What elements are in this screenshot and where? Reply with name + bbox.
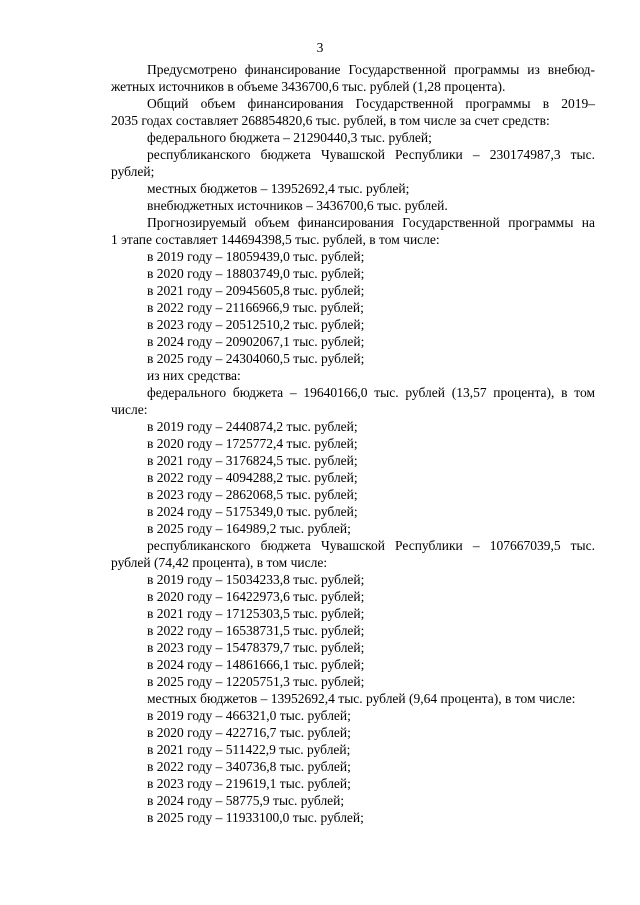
list-item: в 2019 году – 15034233,8 тыс. рублей; [147,572,365,587]
list-item: в 2020 году – 1725772,4 тыс. рублей; [147,436,358,451]
page-number: 3 [316,40,324,55]
list-item: в 2021 году – 3176824,5 тыс. рублей; [147,453,358,468]
list-item: в 2023 году – 15478379,7 тыс. рублей; [147,640,365,655]
paragraph-line: федерального бюджета – 19640166,0 тыс. рублей (13,57 процента), в том [147,385,595,400]
list-item: в 2024 году – 58775,9 тыс. рублей; [147,793,345,808]
list-item: в 2025 году – 24304060,5 тыс. рублей; [147,351,365,366]
paragraph-line: внебюджетных источников – 3436700,6 тыс. рублей. [147,198,448,213]
paragraph-line: федерального бюджета – 21290440,3 тыс. рублей; [147,130,432,145]
list-item: в 2021 году – 17125303,5 тыс. рублей; [147,606,365,621]
list-item: в 2019 году – 2440874,2 тыс. рублей; [147,419,358,434]
list-item: в 2023 году – 219619,1 тыс. рублей; [147,776,351,791]
paragraph-line: рублей; [111,164,155,179]
paragraph-line: 1 этапе составляет 144694398,5 тыс. рублей, в том числе: [111,232,440,247]
list-item: в 2024 году – 14861666,1 тыс. рублей; [147,657,365,672]
list-item: в 2019 году – 18059439,0 тыс. рублей; [147,249,365,264]
list-item: в 2024 году – 5175349,0 тыс. рублей; [147,504,358,519]
paragraph-line: местных бюджетов – 13952692,4 тыс. рублей; [147,181,410,196]
list-item: в 2021 году – 511422,9 тыс. рублей; [147,742,351,757]
paragraph-line: республиканского бюджета Чувашской Республики – 230174987,3 тыс. [147,147,595,162]
paragraph-line: местных бюджетов – 13952692,4 тыс. рублей (9,64 процента), в том числе: [147,691,576,706]
list-item: в 2025 году – 11933100,0 тыс. рублей; [147,810,364,825]
list-item: в 2022 году – 21166966,9 тыс. рублей; [147,300,364,315]
list-item: в 2022 году – 16538731,5 тыс. рублей; [147,623,365,638]
paragraph-line: числе: [111,402,148,417]
list-item: в 2023 году – 2862068,5 тыс. рублей; [147,487,358,502]
paragraph-line: из них средства: [147,368,241,383]
paragraph-line: Общий объем финансирования Государственной программы в 2019– [147,96,595,111]
document-body [111,61,595,826]
paragraph-line: республиканского бюджета Чувашской Республики – 107667039,5 тыс. [147,538,595,553]
list-item: в 2020 году – 16422973,6 тыс. рублей; [147,589,365,604]
list-item: в 2025 году – 164989,2 тыс. рублей; [147,521,351,536]
list-item: в 2024 году – 20902067,1 тыс. рублей; [147,334,365,349]
list-item: в 2023 году – 20512510,2 тыс. рублей; [147,317,365,332]
paragraph-line: рублей (74,42 процента), в том числе: [111,555,328,570]
paragraph-line: Предусмотрено финансирование Государственной программы из внебюд- [147,62,595,77]
paragraph-line: жетных источников в объеме 3436700,6 тыс. рублей (1,28 процента). [111,79,506,94]
list-item: в 2020 году – 422716,7 тыс. рублей; [147,725,351,740]
list-item: в 2022 году – 4094288,2 тыс. рублей; [147,470,358,485]
list-item: в 2020 году – 18803749,0 тыс. рублей; [147,266,365,281]
list-item: в 2019 году – 466321,0 тыс. рублей; [147,708,351,723]
paragraph-line: 2035 годах составляет 268854820,6 тыс. рублей, в том числе за счет средств: [111,113,550,128]
list-item: в 2025 году – 12205751,3 тыс. рублей; [147,674,365,689]
list-item: в 2021 году – 20945605,8 тыс. рублей; [147,283,365,298]
list-item: в 2022 году – 340736,8 тыс. рублей; [147,759,351,774]
paragraph-line: Прогнозируемый объем финансирования Государственной программы на [147,215,595,230]
